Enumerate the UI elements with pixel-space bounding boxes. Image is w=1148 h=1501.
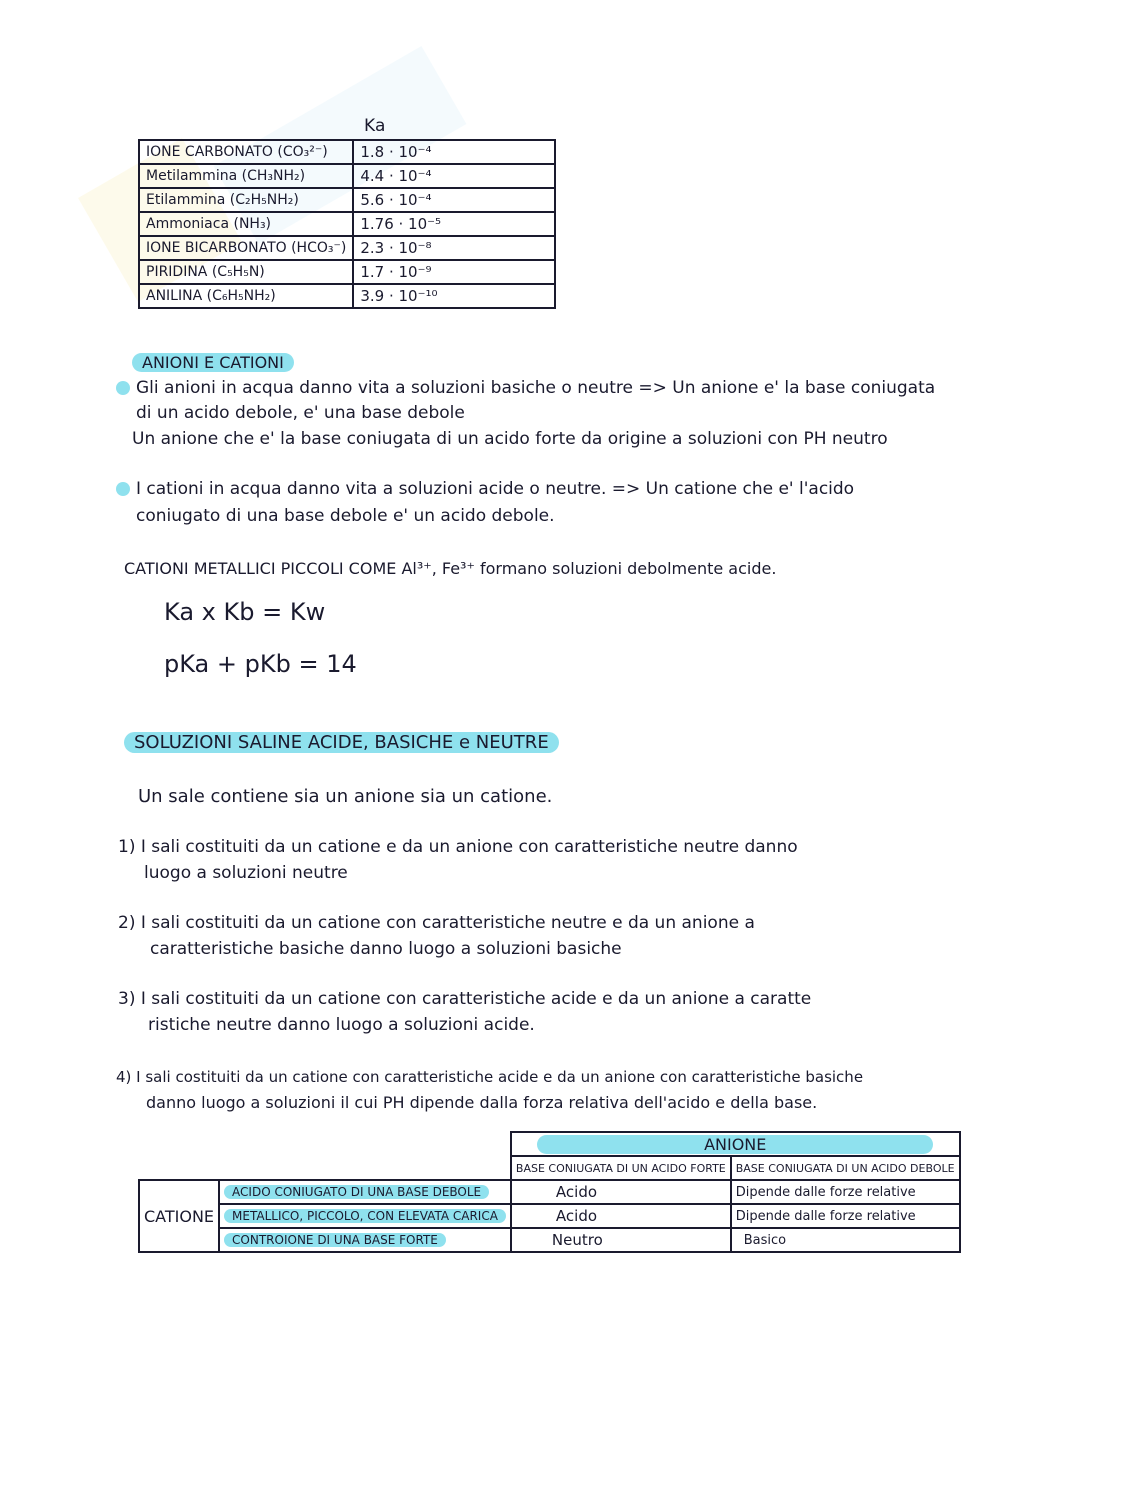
row-label-cell — [219, 1180, 511, 1204]
ka-row-value: 5.6 · 10⁻⁴ — [353, 188, 555, 212]
cation-header: CATIONE — [139, 1180, 219, 1252]
result-cell: Neutro — [511, 1228, 731, 1252]
ka-row-value: 1.8 · 10⁻⁴ — [353, 140, 555, 164]
result-cell: Dipende dalle forze relative — [731, 1204, 960, 1228]
paragraph-line: Un sale contiene sia un anione sia un catione. — [138, 786, 553, 807]
table-row — [139, 1132, 960, 1156]
anion-header-cell — [511, 1132, 960, 1156]
table-row — [139, 188, 555, 212]
bullet-icon — [116, 482, 130, 496]
ka-row-value: 1.76 · 10⁻⁵ — [353, 212, 555, 236]
result-cell: Dipende dalle forze relative — [731, 1180, 960, 1204]
ka-row-name: PIRIDINA (C₅H₅N) — [139, 260, 353, 284]
ka-row-value: 1.7 · 10⁻⁹ — [353, 260, 555, 284]
paragraph-line: Un anione che e' la base coniugata di un acido forte da origine a soluzioni con PH neutro — [132, 429, 888, 449]
list-item: luogo a soluzioni neutre — [144, 863, 348, 883]
table-row — [139, 1228, 960, 1252]
ka-row-value: 4.4 · 10⁻⁴ — [353, 164, 555, 188]
list-item: ristiche neutre danno luogo a soluzioni acide. — [148, 1015, 535, 1035]
ka-row-name: IONE CARBONATO (CO₃²⁻) — [139, 140, 353, 164]
row-label: ACIDO CONIUGATO DI UNA BASE DEBOLE — [224, 1185, 489, 1199]
paragraph-line: coniugato di una base debole e' un acido debole. — [136, 506, 555, 526]
list-item: danno luogo a soluzioni il cui PH dipende dalla forza relativa dell'acido e della base. — [146, 1093, 818, 1112]
paragraph-line: I cationi in acqua danno vita a soluzioni acide o neutre. => Un catione che e' l'acido — [136, 479, 855, 499]
ka-table — [138, 139, 556, 309]
table-row — [139, 1180, 960, 1204]
table-row — [139, 284, 555, 308]
result-cell: Basico — [731, 1228, 960, 1252]
empty-cell — [219, 1132, 511, 1156]
cations-ions: Al³⁺, Fe³⁺ — [401, 559, 475, 578]
table-row — [139, 140, 555, 164]
ka-row-value: 2.3 · 10⁻⁸ — [353, 236, 555, 260]
list-item: 3) I sali costituiti da un catione con caratteristiche acide e da un anione a caratte — [118, 989, 812, 1009]
row-label-cell — [219, 1228, 511, 1252]
empty-cell — [139, 1132, 219, 1156]
paragraph-line: di un acido debole, e' una base debole — [136, 403, 465, 423]
table-row — [139, 164, 555, 188]
list-item: caratteristiche basiche danno luogo a soluzioni basiche — [150, 939, 622, 959]
ka-row-name: IONE BICARBONATO (HCO₃⁻) — [139, 236, 353, 260]
row-label-cell — [219, 1204, 511, 1228]
ka-row-name: ANILINA (C₆H₅NH₂) — [139, 284, 353, 308]
ka-row-value: 3.9 · 10⁻¹⁰ — [353, 284, 555, 308]
row-label: CONTROIONE DI UNA BASE FORTE — [224, 1233, 446, 1247]
ka-row-name: Ammoniaca (NH₃) — [139, 212, 353, 236]
list-item: 4) I sali costituiti da un catione con caratteristiche acide e da un anione con caratteristiche basiche — [116, 1068, 864, 1086]
cations-prefix: CATIONI METALLICI PICCOLI COME — [124, 559, 397, 578]
ion-table — [138, 1131, 961, 1253]
cations-suffix: formano soluzioni debolmente acide. — [480, 559, 777, 578]
ka-row-name: Etilammina (C₂H₅NH₂) — [139, 188, 353, 212]
ka-row-name: Metilammina (CH₃NH₂) — [139, 164, 353, 188]
list-item: 1) I sali costituiti da un catione e da un anione con caratteristiche neutre danno — [118, 837, 798, 857]
column-header: BASE CONIUGATA DI UN ACIDO FORTE — [511, 1156, 731, 1180]
list-item: 2) I sali costituiti da un catione con caratteristiche neutre e da un anione a — [118, 913, 755, 933]
row-label: METALLICO, PICCOLO, CON ELEVATA CARICA — [224, 1209, 506, 1223]
formula-ka-kb: Ka x Kb = Kw — [164, 598, 326, 626]
table-row — [139, 1156, 960, 1180]
paragraph-line — [124, 556, 776, 582]
paragraph-line: Gli anioni in acqua danno vita a soluzioni basiche o neutre => Un anione e' la base coniugata — [136, 378, 936, 398]
result-cell: Acido — [511, 1204, 731, 1228]
formula-pka-pkb: pKa + pKb = 14 — [164, 650, 357, 678]
table-row — [139, 260, 555, 284]
empty-cell — [139, 1156, 219, 1180]
column-header: BASE CONIUGATA DI UN ACIDO DEBOLE — [731, 1156, 960, 1180]
table-row — [139, 1204, 960, 1228]
empty-cell — [219, 1156, 511, 1180]
section-title-soluzioni-saline: SOLUZIONI SALINE ACIDE, BASICHE e NEUTRE — [124, 732, 559, 753]
bullet-icon — [116, 381, 130, 395]
ka-column-header: Ka — [364, 116, 386, 136]
section-title-anioni-cationi: ANIONI E CATIONI — [132, 353, 294, 372]
table-row — [139, 236, 555, 260]
anion-header: ANIONE — [537, 1135, 933, 1154]
result-cell: Acido — [511, 1180, 731, 1204]
table-row — [139, 212, 555, 236]
